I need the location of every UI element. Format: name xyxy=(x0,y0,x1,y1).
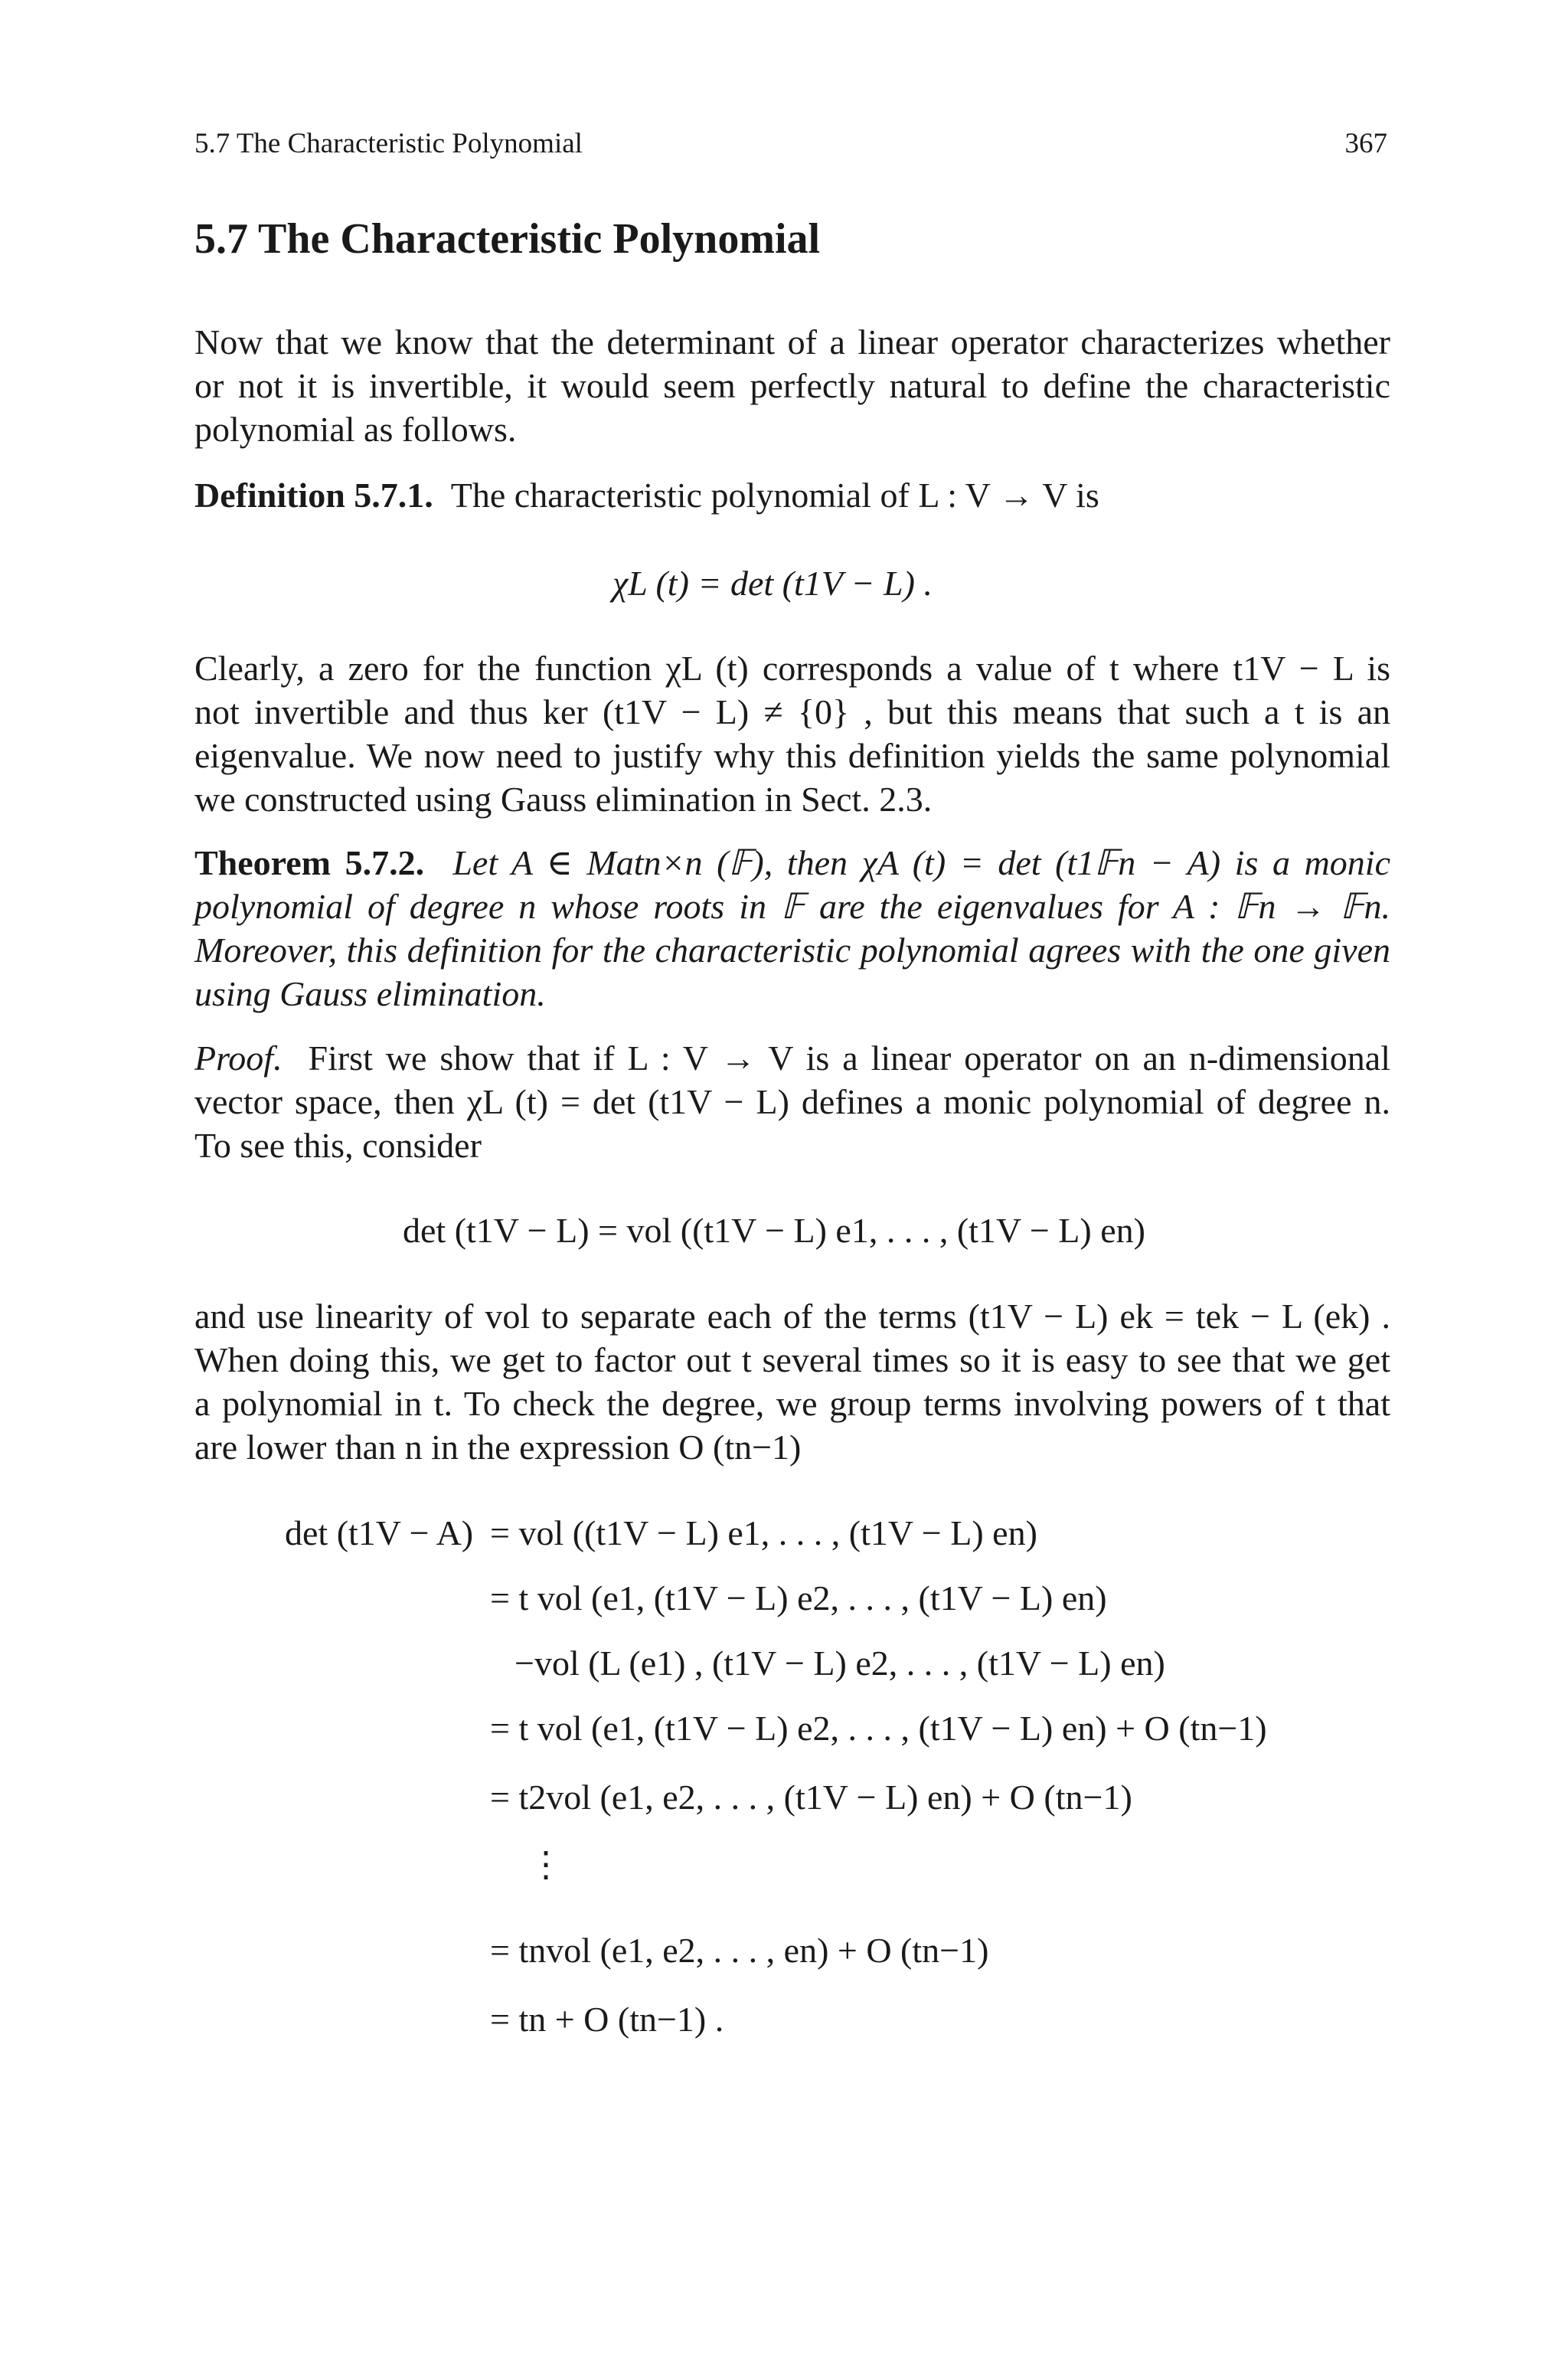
proof-line: First we show that if L : V → V is a linear operator on an n-dimensional xyxy=(308,1039,1390,1078)
theorem-line: using Gauss elimination. xyxy=(194,974,546,1013)
section-title: 5.7 The Characteristic Polynomial xyxy=(194,215,821,263)
page-number: 367 xyxy=(1344,128,1387,159)
proof-line: vector space, then χL (t) = det (t1V − L) defines a monic polynomial of degree n. xyxy=(194,1082,1390,1121)
running-head: 5.7 The Characteristic Polynomial xyxy=(194,128,583,159)
intro-line: or not it is invertible, it would seem perfectly natural to define the characteristic xyxy=(194,366,1390,405)
proof-line: To see this, consider xyxy=(194,1126,482,1165)
remark-line: eigenvalue. We now need to justify why this definition yields the same polynomial xyxy=(194,736,1390,775)
remark-line: we constructed using Gauss elimination in Sect. 2.3. xyxy=(194,780,933,819)
definition-label: Definition 5.7.1. xyxy=(194,476,433,515)
remark-paragraph xyxy=(194,646,1390,821)
proof-after-line: and use linearity of vol to separate each of the terms (t1V − L) ek = tek − L (ek) . xyxy=(194,1297,1390,1336)
definition-equation: χL (t) = det (t1V − L) . xyxy=(612,564,933,603)
derivation-row: = t vol (e1, (t1V − L) e2, . . . , (t1V − L) en) xyxy=(490,1578,1107,1617)
proof xyxy=(194,1036,1390,1167)
derivation-lhs: det (t1V − A) xyxy=(285,1513,474,1552)
derivation-row: = t2vol (e1, e2, . . . , (t1V − L) en) + O (tn−1) xyxy=(490,1778,1132,1817)
definition-text: The characteristic polynomial of L : V → V is xyxy=(450,476,1099,515)
derivation-row: = vol ((t1V − L) e1, . . . , (t1V − L) en) xyxy=(490,1513,1037,1552)
proof-continuation xyxy=(194,1294,1390,1469)
intro-paragraph xyxy=(194,320,1390,451)
intro-line: polynomial as follows. xyxy=(194,410,517,449)
derivation-row: = t vol (e1, (t1V − L) e2, . . . , (t1V − L) en) + O (tn−1) xyxy=(490,1709,1267,1748)
remark-line: Clearly, a zero for the function χL (t) corresponds a value of t where t1V − L is xyxy=(194,649,1390,688)
vertical-ellipsis: ⋮ xyxy=(528,1845,564,1884)
intro-line: Now that we know that the determinant of a linear operator characterizes whether xyxy=(194,322,1390,361)
theorem-label: Theorem 5.7.2. xyxy=(194,843,425,882)
proof-after-line: are lower than n in the expression O (tn−1) xyxy=(194,1428,802,1467)
proof-after-line: When doing this, we get to factor out t several times so it is easy to see that we get xyxy=(194,1340,1390,1379)
derivation-row: = tnvol (e1, e2, . . . , en) + O (tn−1) xyxy=(490,1931,989,1970)
theorem xyxy=(194,841,1390,1016)
definition xyxy=(194,473,1390,517)
theorem-line: Moreover, this definition for the characteristic polynomial agrees with the one given xyxy=(194,931,1390,970)
proof-label: Proof. xyxy=(194,1039,283,1078)
derivation-row: = tn + O (tn−1) . xyxy=(490,2000,724,2039)
theorem-line: polynomial of degree n whose roots in 𝔽 are the eigenvalues for A : 𝔽n → 𝔽n. xyxy=(194,887,1390,926)
derivation-row: −vol (L (e1) , (t1V − L) e2, . . . , (t1V − L) en) xyxy=(514,1644,1165,1683)
remark-line: not invertible and thus ker (t1V − L) ≠ {0} , but this means that such a t is an xyxy=(194,692,1390,731)
proof-equation: det (t1V − L) = vol ((t1V − L) e1, . . . , (t1V − L) en) xyxy=(403,1211,1145,1250)
proof-after-line: a polynomial in t. To check the degree, we group terms involving powers of t that xyxy=(194,1384,1390,1423)
theorem-line: Let A ∈ Matn×n (𝔽), then χA (t) = det (t1𝔽n − A) is a monic xyxy=(452,843,1390,882)
